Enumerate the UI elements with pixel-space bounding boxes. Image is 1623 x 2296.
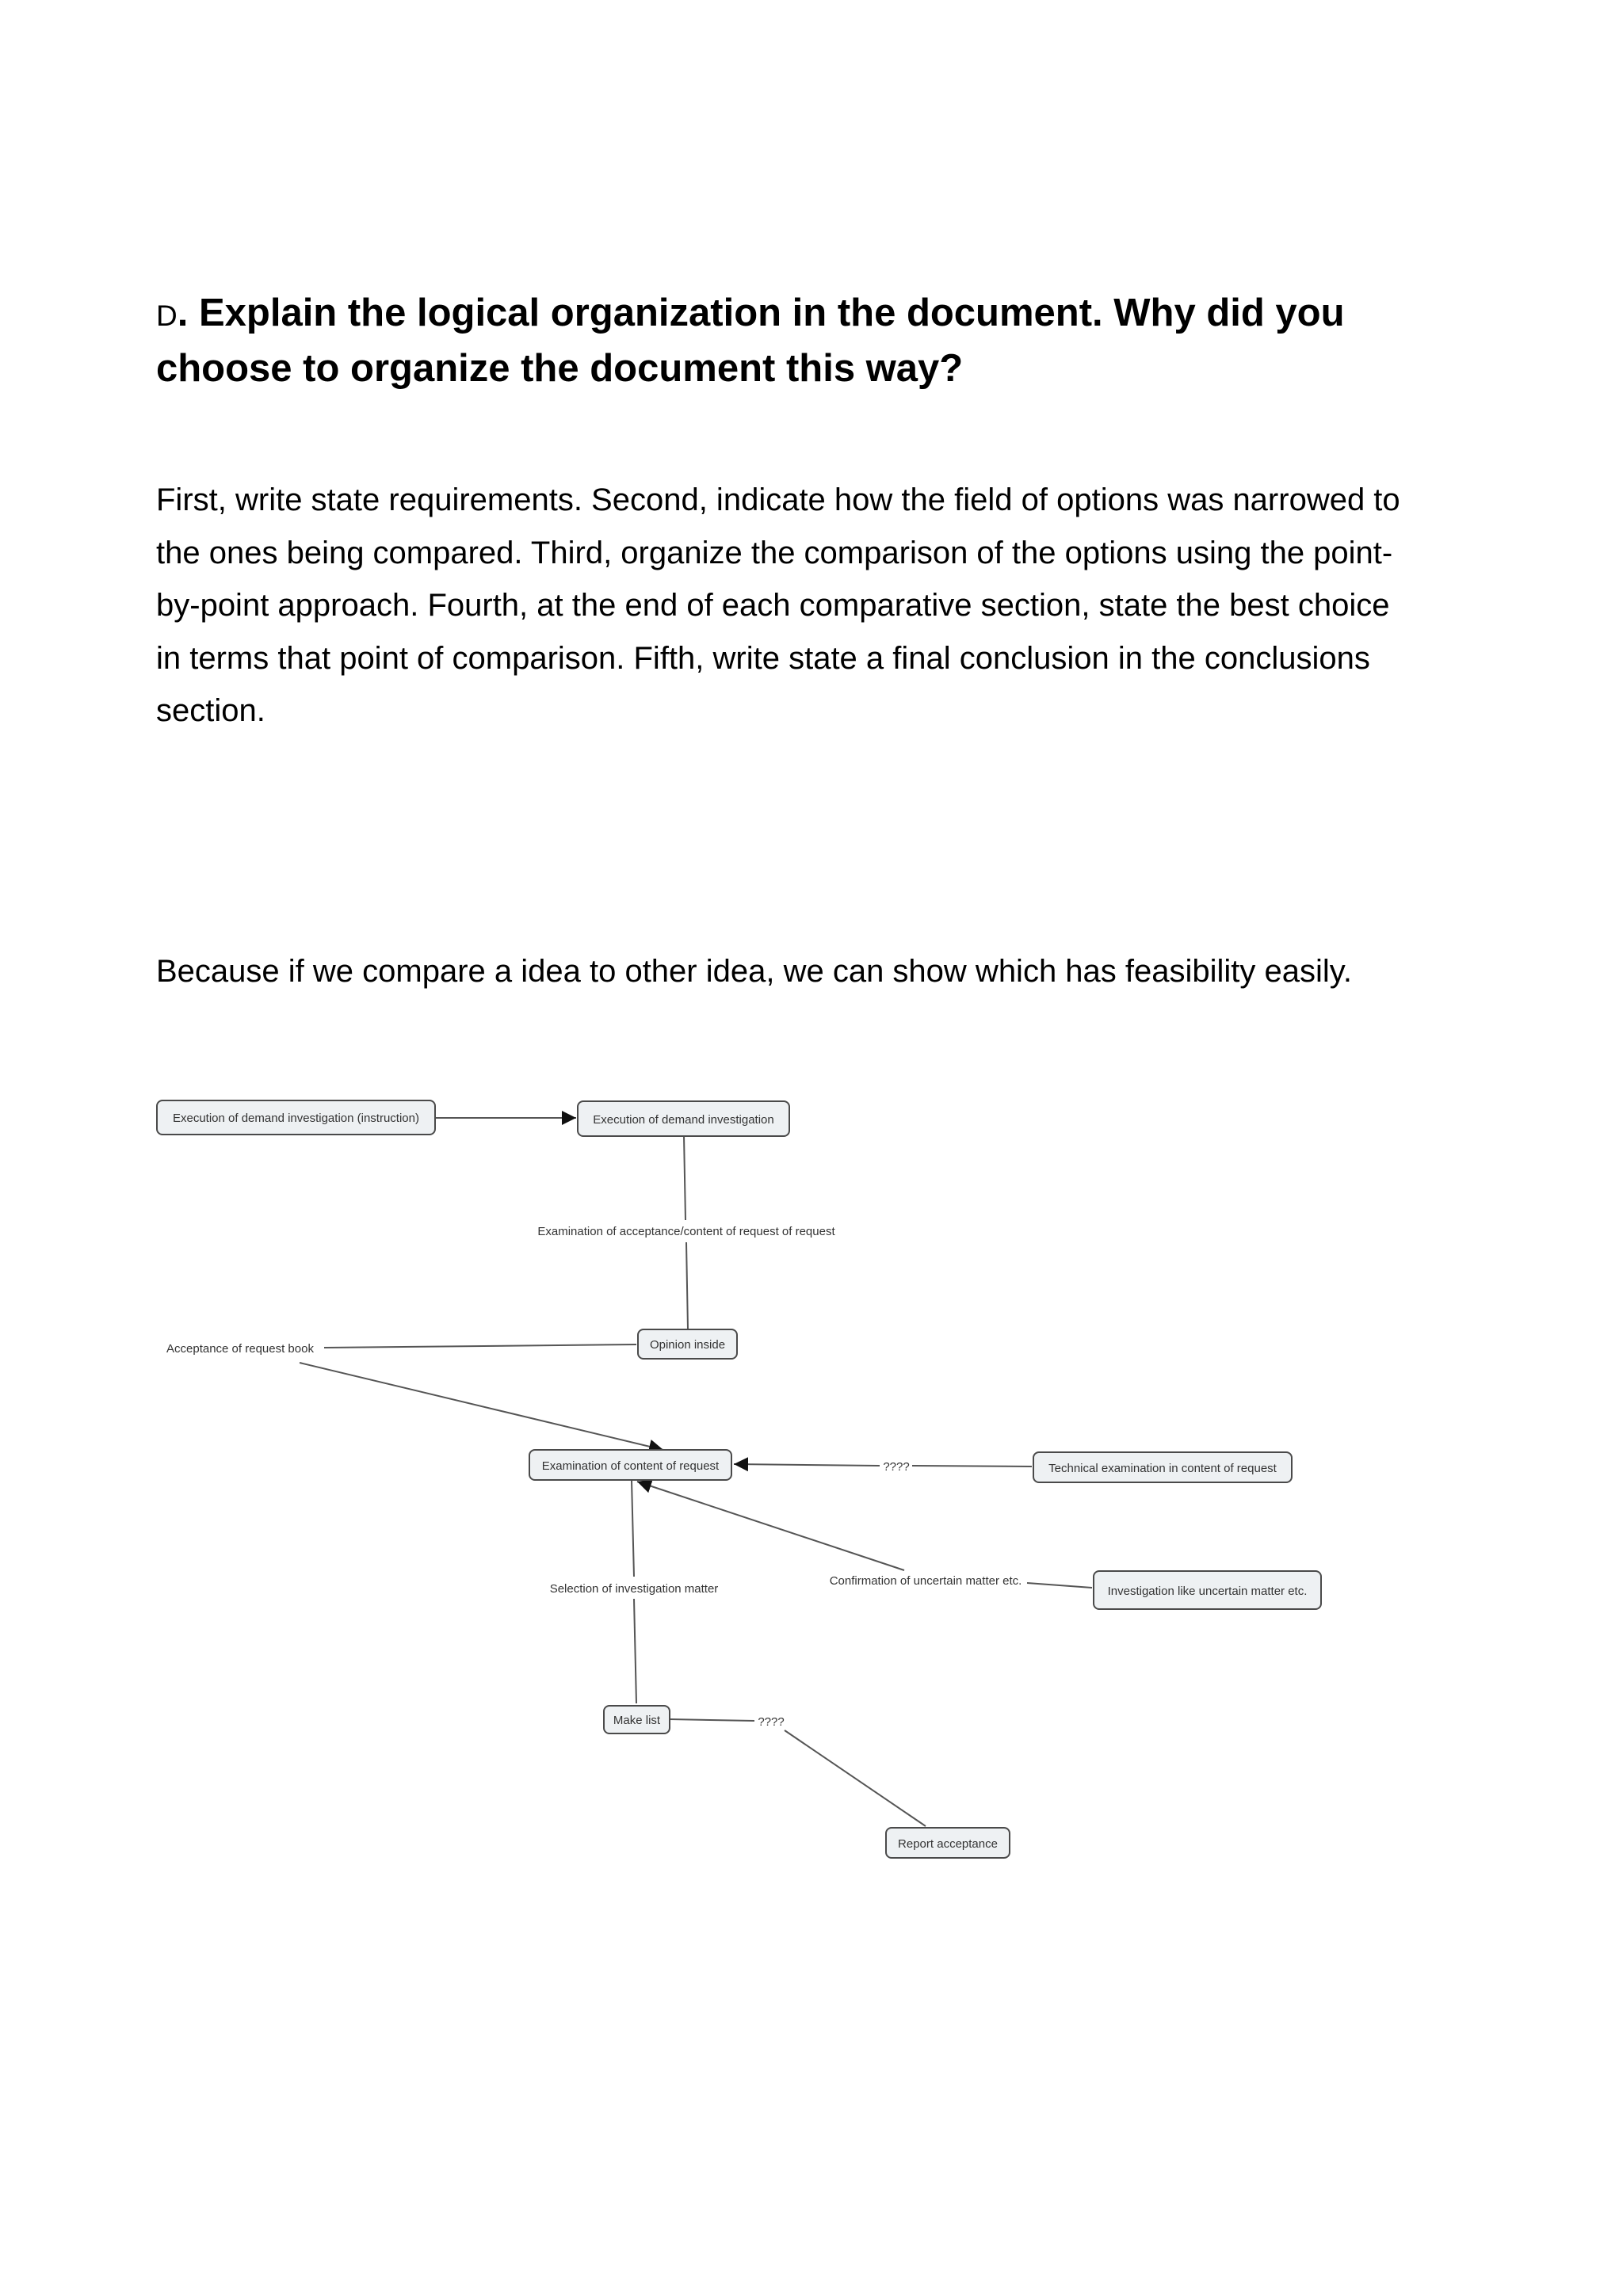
node-execution-instruction [157,1100,435,1135]
node-investigation-uncertain-label: Investigation like uncertain matter etc. [1107,1585,1308,1598]
edge-examination-label-to-opinion [686,1242,688,1329]
edge-opinion-to-acceptance-label [324,1344,636,1348]
paragraph-line: in terms that point of comparison. Fifth, write state a final conclusion in the conclusions [156,640,1370,676]
paragraph-line: the ones being compared. Third, organize the comparison of the options using the point- [156,535,1393,570]
edge-unknown-label-to-report [785,1730,926,1826]
node-report-acceptance-label: Report acceptance [898,1837,998,1851]
node-technical-examination [1033,1452,1292,1482]
node-execution-investigation [578,1101,789,1136]
label-acceptance-request-book: Acceptance of request book [166,1342,314,1356]
label-unknown-2: ???? [758,1715,785,1729]
heading-letter: D [156,299,178,332]
label-unknown-1: ???? [883,1460,910,1474]
label-selection-investigation: Selection of investigation matter [549,1582,719,1596]
label-confirmation-uncertain: Confirmation of uncertain matter etc. [829,1574,1022,1588]
edge-make-list-to-unknown-label [670,1719,754,1721]
edge-unknown-label-to-examination-content [734,1464,880,1466]
edge-acceptance-to-examination-content [300,1363,663,1450]
node-execution-investigation-label: Execution of demand investigation [593,1113,774,1127]
paragraph-line: by-point approach. Fourth, at the end of each comparative section, state the best choice [156,588,1390,623]
node-opinion-inside [638,1329,737,1359]
edge-investigation-to-confirmation-label [1027,1583,1092,1588]
node-opinion-inside-label: Opinion inside [649,1338,726,1352]
node-report-acceptance [886,1828,1010,1858]
edge-execution-to-examination-label [684,1135,685,1220]
paragraph-line: section. [156,693,265,728]
node-make-list [604,1706,670,1733]
heading-text-line1: . Explain the logical organization in the document. Why did you [177,292,1345,334]
node-examination-content [529,1450,731,1480]
node-technical-examination-label: Technical examination in content of request [1048,1462,1277,1475]
paragraph-line: Because if we compare a idea to other idea, we can show which has feasibility easily. [156,954,1352,989]
node-make-list-label: Make list [613,1714,661,1727]
label-examination-acceptance: Examination of acceptance/content of request of request [537,1225,835,1238]
edge-examination-content-to-selection-label [632,1480,634,1577]
edge-selection-label-to-make-list [634,1599,636,1703]
node-examination-content-label: Examination of content of request [541,1459,720,1473]
edge-confirmation-to-examination-content [637,1482,904,1570]
node-execution-instruction-label: Execution of demand investigation (instruction) [172,1112,420,1125]
node-investigation-uncertain [1094,1571,1321,1609]
paragraph-line: First, write state requirements. Second, indicate how the field of options was narrowed to [156,482,1400,517]
heading-text-line2: choose to organize the document this way? [156,347,964,390]
